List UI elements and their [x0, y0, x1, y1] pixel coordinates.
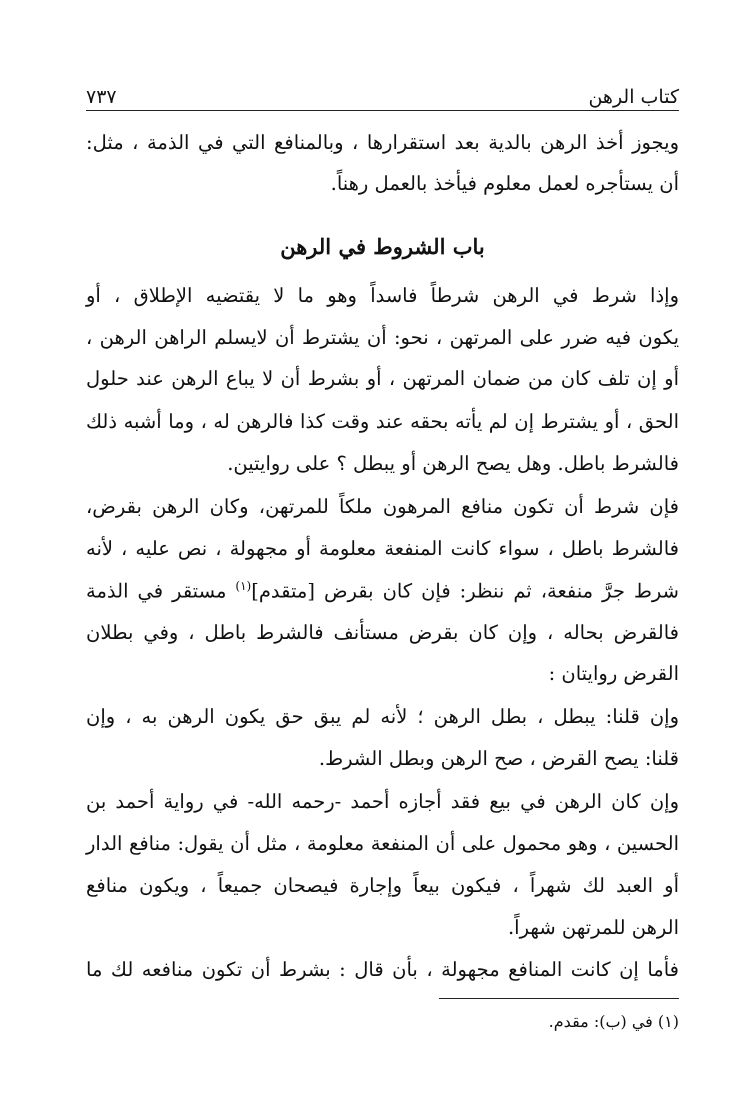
running-title: كتاب الرهن [588, 86, 679, 108]
text-line: القرض روايتان : [548, 662, 679, 685]
text-line: يكون فيه ضرر على المرتهن ، نحو: أن يشترط أن لايسلم الراهن الرهن ، [86, 326, 679, 349]
text-line: الحق ، أو يشترط إن لم يأته بحقه عند وقت كذا فالرهن له ، وما أشبه ذلك [86, 410, 679, 433]
footnote-marker: (١) [235, 579, 252, 593]
text-line: فالشرط باطل. وهل يصح الرهن أو يبطل ؟ على روايتين. [227, 452, 679, 475]
text-segment: مستقر في الذمة [86, 579, 236, 603]
text-line: فأما إن كانت المنافع مجهولة ، بأن قال : بشرط أن تكون منافعه لك ما [86, 958, 679, 981]
text-line: قلنا: يصح القرض ، صح الرهن وبطل الشرط. [318, 747, 679, 770]
text-segment: شرط جرَّ منفعة، ثم ننظر: فإن كان بقرض [متقدم] [251, 579, 679, 603]
text-line: فالشرط باطل ، سواء كانت المنفعة معلومة أو مجهولة ، نص عليه ، لأنه [86, 537, 679, 560]
text-line: أو العبد لك شهراً ، فيكون بيعاً وإجارة فيصحان جميعاً ، ويكون منافع [86, 874, 679, 897]
text-line: الحسين ، وهو محمول على أن المنفعة معلومة ، مثل أن يقول: منافع الدار [86, 832, 679, 855]
text-line: وإن قلنا: يبطل ، بطل الرهن ؛ لأنه لم يبق حق يكون الرهن به ، وإن [86, 705, 679, 728]
section-heading: باب الشروط في الرهن [280, 234, 485, 259]
header-rule [86, 110, 679, 111]
text-line [86, 579, 679, 603]
text-line: الرهن للمرتهن شهراً. [507, 916, 679, 939]
text-line: فالقرض بحاله ، وإن كان بقرض مستأنف فالشرط باطل ، وفي بطلان [86, 621, 679, 644]
footnote-rule [439, 998, 679, 999]
page-number: ٧٣٧ [86, 86, 117, 108]
text-line: أن يستأجره لعمل معلوم فيأخذ بالعمل رهناً. [330, 172, 679, 195]
text-line: أو إن تلف كان من ضمان المرتهن ، أو بشرط أن لا يباع الرهن عند حلول [86, 367, 679, 390]
text-line: ويجوز أخذ الرهن بالدية بعد استقرارها ، وبالمنافع التي في الذمة ، مثل: [86, 131, 679, 154]
text-line: وإن كان الرهن في بيع فقد أجازه أحمد -رحمه الله- في رواية أحمد بن [86, 790, 679, 813]
footnote: (١) في (ب): مقدم. [548, 1012, 679, 1031]
text-line: فإن شرط أن تكون منافع المرهون ملكاً للمرتهن، وكان الرهن بقرض، [86, 495, 679, 518]
page-header [86, 78, 679, 108]
text-line: وإذا شرط في الرهن شرطاً فاسداً وهو ما لا يقتضيه الإطلاق ، أو [86, 284, 679, 307]
